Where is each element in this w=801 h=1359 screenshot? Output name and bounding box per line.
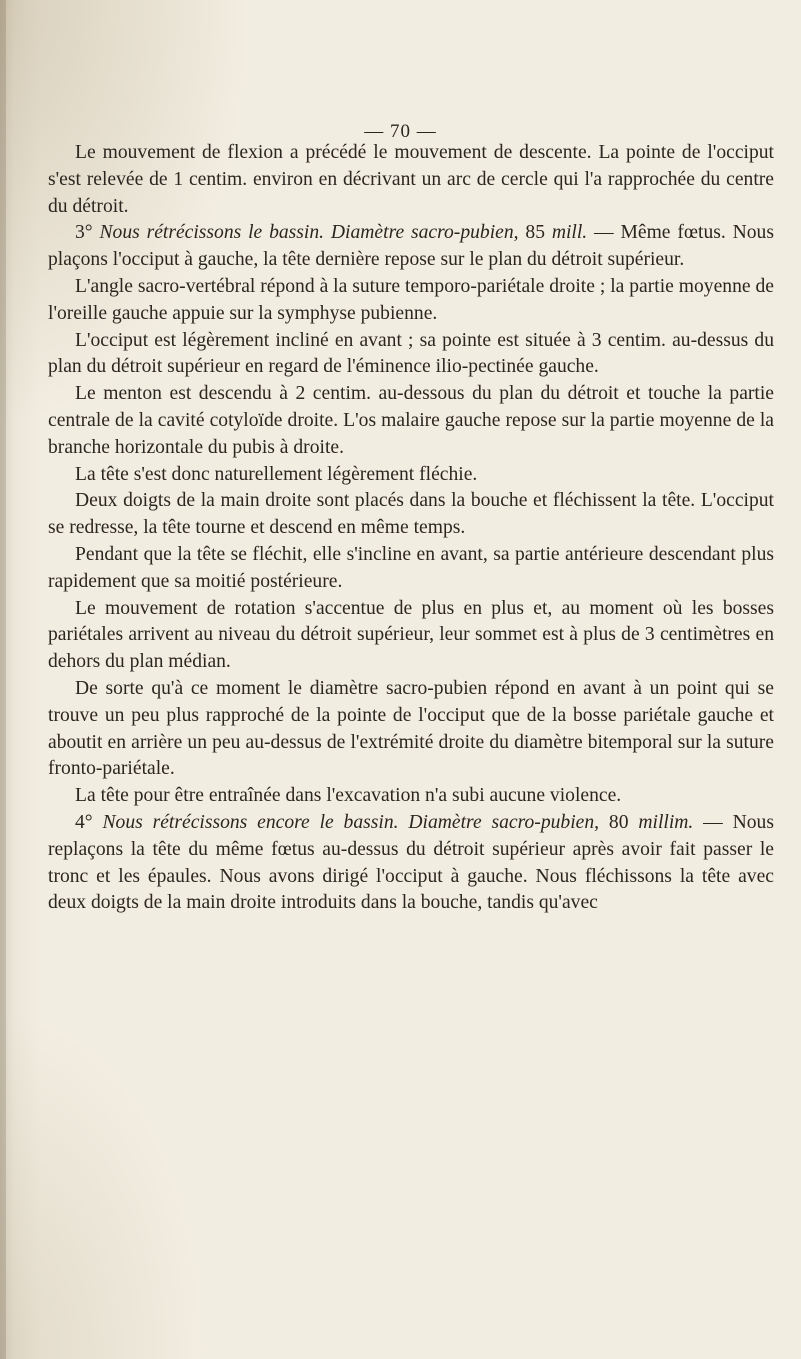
paragraph-text: La tête s'est donc naturellement légèrement fléchie. [75,463,478,485]
section-unit: mill. [551,222,588,244]
paragraph [48,462,774,489]
section-number: 3° [75,222,93,244]
paragraph [48,596,774,676]
paragraph-text: La tête pour être entraînée dans l'excavation n'a subi aucune violence. [75,785,622,807]
paragraph [48,488,774,542]
paragraph-text: Le menton est descendu à 2 centim. au-dessous du plan du détroit et touche la partie centrale de la cavité cotyloïde droite. L'os malaire gauche repose sur la partie moyenne de la branche horizontale du pubis à droite. [48,383,774,458]
section-number: 4° [75,811,93,833]
section-heading: Nous rétrécissons encore le bassin. Diamètre sacro-pubien, [102,811,600,833]
page-body-text [48,140,774,917]
section-heading: Nous rétrécissons le bassin. Diamètre sacro-pubien, [99,222,519,244]
paragraph [48,783,774,810]
paragraph-text: Le mouvement de flexion a précédé le mouvement de descente. La pointe de l'occiput s'est relevée de 1 centim. environ en décrivant un arc de cercle qui l'a rapprochée du centre du détroit. [48,142,774,217]
paragraph-text: — Nous replaçons la tête du même fœtus au-dessus du détroit supérieur après avoir fait passer le tronc et les épaules. Nous avons dirigé l'occiput à gauche. Nous fléchissons la tête avec deux doigts de la main droite introduits dans la bouche, tandis qu'avec [48,811,774,914]
section-unit: millim. [638,811,694,833]
paragraph-text: Le mouvement de rotation s'accentue de plus en plus et, au moment où les bosses pariétales arrivent au niveau du détroit supérieur, leur sommet est à plus de 3 centimètres en dehors du plan médian. [48,597,774,673]
paragraph-section-3 [48,220,774,274]
paragraph-text: L'occiput est légèrement incliné en avant ; sa pointe est située à 3 centim. au-dessus du plan du détroit supérieur en regard de l'éminence ilio-pectinée gauche. [48,329,774,378]
paragraph-text: Deux doigts de la main droite sont placés dans la bouche et fléchissent la tête. L'occiput se redresse, la tête tourne et descend en même temps. [48,490,774,539]
section-measure: 80 [608,811,629,833]
paragraph [48,381,774,461]
paragraph-text: De sorte qu'à ce moment le diamètre sacro-pubien répond en avant à un point qui se trouve un peu plus rapproché de la pointe de l'occiput que de la bosse pariétale gauche et aboutit en arrière un peu au-dessus de l'extrémité droite du diamètre bitemporal sur la suture fronto-pariétale. [48,677,774,780]
paragraph [48,274,774,328]
paragraph-text: — Même fœtus. Nous plaçons l'occiput à gauche, la tête dernière repose sur le plan du détroit supérieur. [48,222,774,271]
paragraph [48,542,774,596]
section-measure: 85 [525,222,545,244]
paragraph-text: Pendant que la tête se fléchit, elle s'incline en avant, sa partie antérieure descendant plus rapidement que sa moitié postérieure. [48,543,774,592]
page-number-heading: — 70 — [364,121,437,142]
page-gutter-shadow [0,0,6,1359]
paragraph-text: L'angle sacro-vertébral répond à la suture temporo-pariétale droite ; la partie moyenne de l'oreille gauche appuie sur la symphyse pubienne. [48,275,774,324]
paragraph [48,328,774,382]
paragraph [48,676,774,783]
paragraph-section-4 [48,810,774,917]
paragraph [48,140,774,220]
